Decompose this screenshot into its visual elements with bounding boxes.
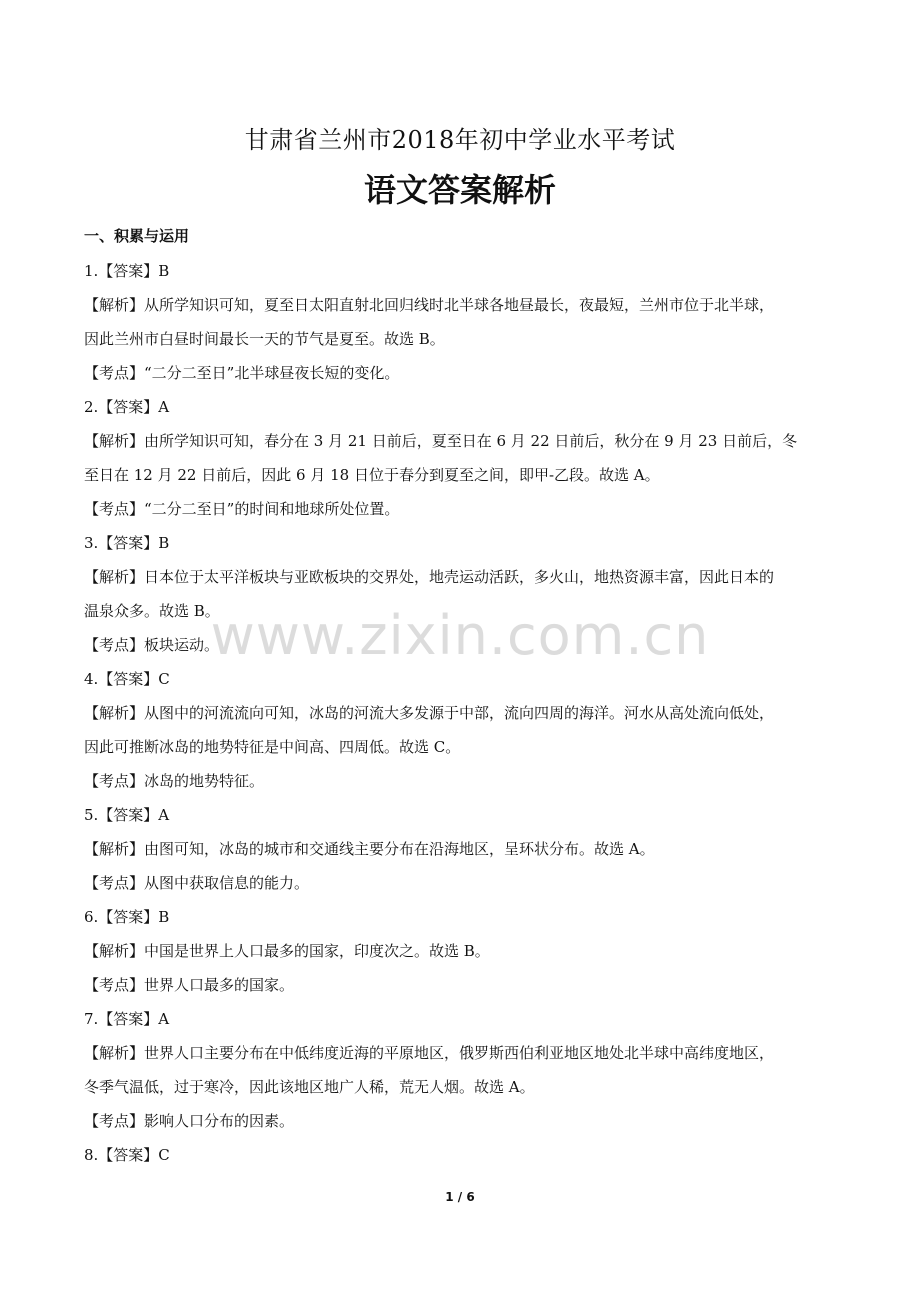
answer-line: 【解析】从所学知识可知，夏至日太阳直射北回归线时北半球各地昼最长，夜最短，兰州市位于北半球，: [84, 296, 775, 314]
exam-title: 甘肃省兰州市2018年初中学业水平考试: [244, 126, 676, 154]
answer-line: 因此可推断冰岛的地势特征是中间高、四周低。故选 C。: [84, 738, 461, 756]
answer-line: 7.【答案】A: [84, 1010, 170, 1028]
answer-line: 【考点】从图中获取信息的能力。: [84, 874, 310, 892]
answer-line: 【考点】影响人口分布的因素。: [84, 1112, 295, 1130]
answer-line: 2.【答案】A: [84, 398, 170, 416]
page-number: 1 / 6: [445, 1190, 475, 1204]
answer-line: 【解析】从图中的河流流向可知，冰岛的河流大多发源于中部，流向四周的海洋。河水从高处流向低处，: [84, 704, 775, 722]
answer-line: 至日在 12 月 22 日前后，因此 6 月 18 日位于春分到夏至之间，即甲-乙段。故选 A。: [84, 466, 660, 484]
answer-line: 【考点】“二分二至日”北半球昼夜长短的变化。: [84, 364, 400, 382]
document-subtitle: 语文答案解析: [363, 171, 556, 209]
answer-line: 8.【答案】C: [84, 1146, 170, 1164]
answer-line: 【解析】中国是世界上人口最多的国家，印度次之。故选 B。: [84, 942, 490, 960]
answer-line: 4.【答案】C: [84, 670, 170, 688]
answer-line: 5.【答案】A: [84, 806, 170, 824]
watermark: www.zixin.com.cn: [210, 604, 710, 667]
answer-line: 3.【答案】B: [84, 534, 170, 552]
section-heading: 一、积累与运用: [84, 227, 190, 245]
answer-line: 【考点】冰岛的地势特征。: [84, 772, 265, 790]
answer-line: 【考点】世界人口最多的国家。: [84, 976, 295, 994]
answer-line: 冬季气温低，过于寒冷，因此该地区地广人稀，荒无人烟。故选 A。: [84, 1078, 535, 1096]
answer-line: 因此兰州市白昼时间最长一天的节气是夏至。故选 B。: [84, 330, 445, 348]
answer-line: 1.【答案】B: [84, 262, 170, 280]
answer-line: 【解析】世界人口主要分布在中低纬度近海的平原地区，俄罗斯西伯利亚地区地处北半球中高纬度地区，: [84, 1044, 775, 1062]
answer-line: 【解析】由所学知识可知，春分在 3 月 21 日前后，夏至日在 6 月 22 日前后，秋分在 9 月 23 日前后，冬: [84, 432, 798, 450]
answer-line: 【解析】由图可知，冰岛的城市和交通线主要分布在沿海地区，呈环状分布。故选 A。: [84, 840, 655, 858]
answer-line: 【解析】日本位于太平洋板块与亚欧板块的交界处，地壳运动活跃，多火山，地热资源丰富，因此日本的: [84, 568, 775, 586]
answer-content: [84, 254, 836, 1172]
answer-line: 【考点】板块运动。: [84, 636, 220, 654]
answer-line: 6.【答案】B: [84, 908, 170, 926]
answer-line: 温泉众多。故选 B。: [84, 602, 220, 620]
answer-line: 【考点】“二分二至日”的时间和地球所处位置。: [84, 500, 400, 518]
